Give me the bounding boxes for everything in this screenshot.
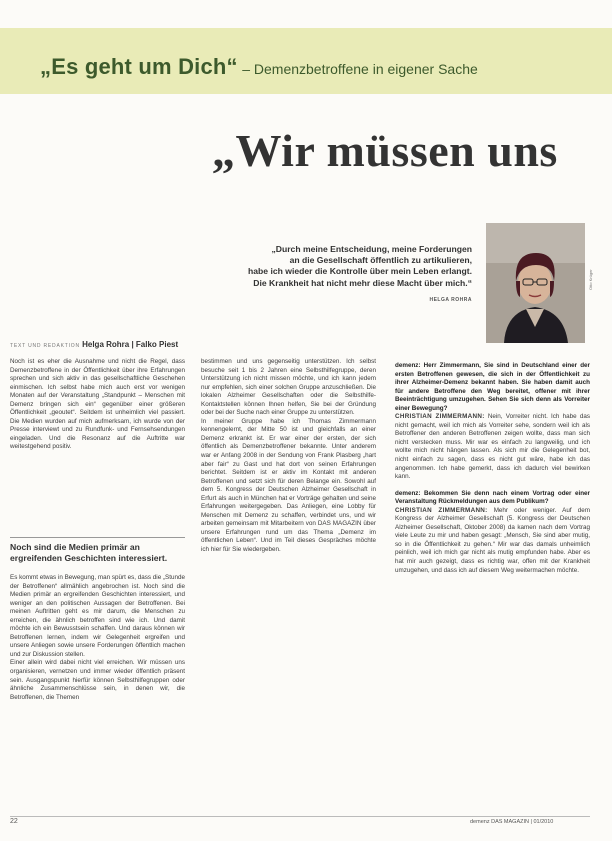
photo-credit: Otto Krüger [588,269,593,290]
page-number: 22 [10,818,18,825]
interview-answer [395,507,590,575]
byline [10,340,178,349]
paragraph: Einer allein wird dabei nicht viel erreichen. Wir müssen uns organisieren, vernetzen und immer wieder öffentlich präsent sein. Ausgangspunkt hierfür können Selbsthilfegruppen oder ähnliche Zusammenschlüsse sein, in denen wir, die Betroffenen, die Themen [10,659,185,701]
quote-author: HELGA ROHRA [429,297,472,303]
portrait-photo [486,223,585,343]
article-column-3 [395,362,590,575]
footer-divider [10,816,590,817]
paragraph: bestimmen und uns gegenseitig unterstützen. Ich selbst besuche seit 1 bis 2 Jahren eine Selbsthilfegruppe, deren Unterstützung ich nicht missen möchte, und ich kann jedem nur empfehlen, sich einer solchen Gruppe anzuschließen. Die lokalen Alzheimer Gesellschaften oder die Selbsthilfe-Kontaktstellen können Ihnen helfen, Sie bei der Gründung oder bei der Suche nach einer Gruppe zu unterstützen. [201,358,376,417]
intro-quote-line: an die Gesellschaft öffentlich zu artikulieren, [289,255,472,266]
paragraph: In meiner Gruppe habe ich Thomas Zimmermann kennengelernt, der Mitte 50 ist und gleichfalls an einer Demenz erkrankt ist. Er war einer der ersten, der sich öffentlich als Demenzbetroffener bekannte. Unter anderem war er Anfang 2008 in der Sendung von Frank Plasberg „hart aber fair“ zu Gast und hat dort von seinen Erfahrungen berichtet. Seitdem ist er aktiv im Kontakt mit anderen Betroffenen und setzt sich für deren Belange ein. Sowohl auf dem 5. Kongress der Deutschen Alzheimer Gesellschaft in Erfurt als auch in München hat er Vorträge gehalten und seine Erfahrungen weitergegeben. Das Anliegen, eine Lobby für Menschen mit Demenz zu schaffen, verbindet uns, und wir arbeiten gemeinsam mit Mitarbeitern von DAS MAGAZIN über unsere Erfahrungen rund um das Thema „Demenz im öffentlichen Leben“. Und im Teil dieses Gespräches möchte ich hier für Sie wiedergeben. [201,417,376,554]
article-column-1-continued [10,574,185,702]
pullquote: Noch sind die Medien primär an ergreifenden Geschichten interessiert. [10,537,185,563]
intro-quote-line: habe ich wieder die Kontrolle über mein Leben erlangt. [248,266,472,277]
article-column-2 [201,358,376,555]
portrait-illustration [486,223,585,343]
paragraph: Es kommt etwas in Bewegung, man spürt es, dass die „Stunde der Betroffenen“ allmählich angebrochen ist. Noch sind die Medien primär an ergreifenden Geschichten interessiert, und weniger an den politischen Aussagen der Betroffenen. Bei meinen Auftritten geht es mir darum, die Menschen zu erreichen, die ähnlich betroffen sind wie ich. Und damit möchte ich ein Bewusstsein schaffen. Und daraus können wir Betroffenen lernen, indem wir Gelegenheit ergreifen und unsere Anliegen sowie unsere Forderungen öffentlich machen und zur Diskussion stellen. [10,574,185,658]
section-title [40,54,478,80]
answer-text: Nein, Vorreiter nicht. Ich habe das nicht gemacht, weil ich mich als Vorreiter sehe, sondern weil ich als Betroffener den anderen Betroffenen zeigen wollte, dass man sich nicht verstecken muss. Mir war es einfach zu langweilig, und ich wollte mich nicht hängen lassen. Als sich mir die Gelegenheit bot, nicht einfach zu sagen, dass es nicht gut wäre, habe ich das angenommen. Ich habe gemerkt, dass ich dadurch viel bewirken kann. [395,413,591,481]
byline-label: TEXT UND REDAKTION [10,343,80,349]
intro-quote [190,244,472,289]
article-column-1 [10,358,185,452]
intro-quote-line: Die Krankheit hat nicht mehr diese Macht über mich.“ [253,277,472,288]
section-title-main: „Es geht um Dich“ [40,54,238,79]
answer-text: Mehr oder weniger. Auf dem Kongress der Alzheimer Gesellschaft (5. Kongress der Deutschen Alzheimer Gesellschaft, Oktober 2008) da kamen nach dem Vortrag viele Leute zu mir und haben gesagt: „Mensch, Sie sind aber mutig, so in die Öffentlichkeit zu gehen.“ Mir war das damals unheimlich peinlich, weil ich mich gar nicht als mutig empfunden habe. Aber es hat mir auch gezeigt, dass es richtig war, offen mit der Krankheit umzugehen, und dass ich auf diesem Weg weitermachen möchte. [395,506,590,574]
interview-question: demenz: Bekommen Sie denn nach einem Vortrag oder einer Veranstaltung Rückmeldungen aus dem Publikum? [395,489,590,506]
section-subtitle: – Demenzbetroffene in eigener Sache [242,61,478,77]
intro-quote-line: „Durch meine Entscheidung, meine Forderungen [271,244,472,254]
article-headline: „Wir müssen uns [212,125,558,176]
byline-names: Helga Rohra | Falko Piest [82,340,179,349]
speaker-name: CHRISTIAN ZIMMERMANN: [395,506,488,514]
speaker-name: CHRISTIAN ZIMMERMANN: [395,413,485,421]
paragraph: Noch ist es eher die Ausnahme und nicht die Regel, dass Demenzbetroffene in der Öffentlichkeit über ihre Erfahrungen sprechen und sich aktiv in das gesellschaftliche Geschehen einmischen. Ich selbst habe mich auch erst vor wenigen Monaten auf der Veranstaltung „Standpunkt – Menschen mit Demenz bringen sich ein“ gegenüber einer größeren Öffentlichkeit „geoutet“. Seitdem ist unheimlich viel passiert. Die Medien wurden auf mich aufmerksam, ich wurde von der Presse interviewt und zu Rundfunk- und Fernsehsendungen eingeladen. Und die Resonanz auf die Auftritte war weitestgehend positiv. [10,358,185,451]
interview-answer [395,413,590,481]
interview-question: demenz: Herr Zimmermann, Sie sind in Deutschland einer der ersten Betroffenen gewesen, die sich in der Öffentlichkeit zu ihrer Alzheimer-Demenz bekannt haben. Sie haben damit auch für andere Betroffene den Weg bereitet, offener mit ihrer Beeinträchtigung umzugehen. Sehen Sie sich denn als Vorreiter einer Bewegung? [395,362,590,412]
footer-magazine: demenz DAS MAGAZIN | 01/2010 [470,819,554,825]
